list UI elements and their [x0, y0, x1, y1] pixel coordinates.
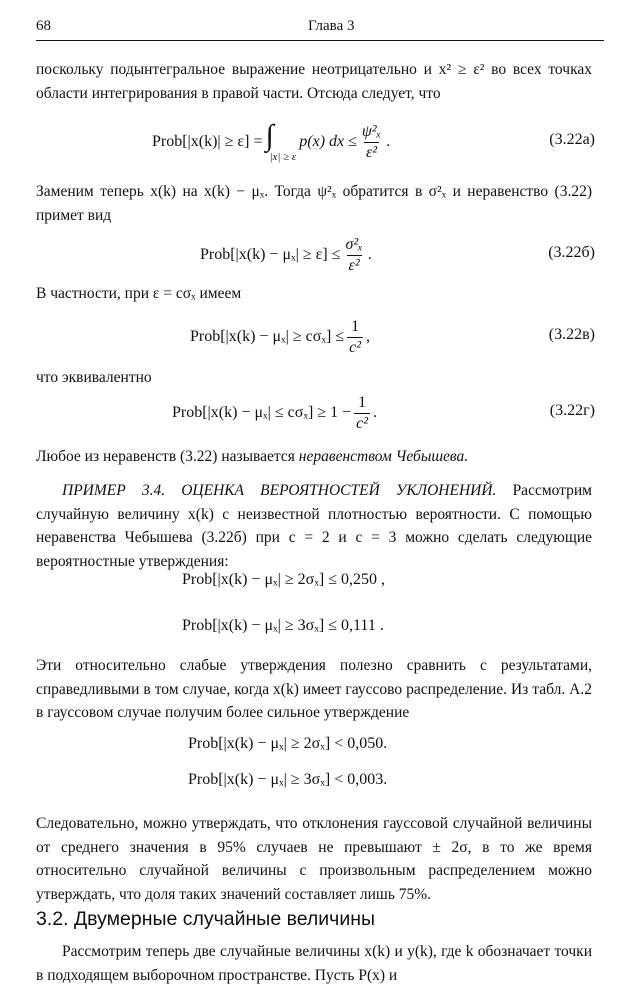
- running-header-chapter: Глава 3: [308, 18, 355, 34]
- integral-lower-limit: |x| ≥ ε: [269, 151, 297, 163]
- paragraph-7: Эти относительно слабые утверждения полезно сравнить с результатами, справедливыми в том случае, когда x(k) имеет гауссово распределение. Из табл. А.2 в гауссовом случае получим более сильное утверждение: [36, 657, 592, 721]
- paragraph-2: Заменим теперь x(k) на x(k) − μₓ. Тогда ψ²ₓ обратится в σ²ₓ и неравенство (3.22) примет вид: [36, 183, 592, 224]
- equation-number-3-22a: (3.22a): [549, 131, 595, 148]
- fraction-denominator: ε²: [348, 256, 360, 274]
- formula-3-22a-fraction: [360, 122, 383, 163]
- page-number: 68: [36, 18, 51, 34]
- example-3-4-text: Рассмотрим случайную величину x(k) с неизвестной плотностью вероятности. С помощью неравенства Чебышева (3.22б) при c = 2 и c = 3 можно сделать следующие вероятностные утверждения:: [36, 482, 592, 570]
- integral-sign: ∫ |x| ≥ ε: [265, 119, 297, 163]
- formula-gaussian-2: Prob[|x(k) − μₓ| ≥ 3σₓ] < 0,003.: [188, 771, 388, 788]
- formula-3-22a-lhs: Prob[|x(k)| ≥ ε] =: [152, 133, 263, 150]
- paragraph-1: поскольку подынтегральное выражение неотрицательно и x² ≥ ε² во всех точках области интегрирования в правой части. Отсюда следует, что: [36, 61, 592, 102]
- formula-3-22g-fraction: [354, 393, 370, 434]
- formula-3-22v-fraction: [347, 317, 363, 358]
- formula-3-22v: [190, 312, 370, 362]
- formula-3-22b-fraction: [343, 235, 364, 276]
- example-3-4: [36, 479, 592, 573]
- formula-3-22g: [172, 388, 377, 438]
- formula-example-2: Prob[|x(k) − μₓ| ≥ 3σₓ] ≤ 0,111 .: [182, 617, 384, 634]
- fraction-numerator: ψ²ₓ: [361, 122, 382, 140]
- formula-3-22v-tail: ,: [366, 328, 371, 345]
- paragraph-5-text: Любое из неравенств (3.22) называется: [36, 448, 299, 465]
- fraction-denominator: c²: [356, 414, 369, 432]
- equation-number-3-22g: (3.22г): [549, 402, 595, 419]
- formula-3-22a-tail: .: [386, 133, 391, 150]
- formula-gaussian-1: Prob[|x(k) − μₓ| ≥ 2σₓ] < 0,050.: [188, 735, 388, 752]
- equation-number-3-22b: (3.22б): [548, 244, 595, 261]
- formula-3-22g-lhs: Prob[|x(k) − μₓ| ≤ cσₓ] ≥ 1 −: [172, 404, 352, 421]
- fraction-denominator: ε²: [366, 143, 378, 161]
- paragraph-8: Следовательно, можно утверждать, что отклонения гауссовой случайной величины от среднего значения в 95% случаев не превышают ± 2σ, в то же время относительно случайной величины с произвольным распределением можно утверждать, что доля таких значений составляет лишь 75%.: [36, 815, 592, 903]
- paragraph-4: что эквивалентно: [36, 369, 152, 386]
- paragraph-5: [36, 445, 592, 469]
- fraction-numerator: 1: [351, 317, 360, 335]
- equation-number-3-22v: (3.22в): [548, 326, 595, 343]
- formula-3-22b: [200, 230, 372, 280]
- fraction-denominator: c²: [349, 338, 362, 356]
- fraction-numerator: σ²ₓ: [345, 235, 363, 253]
- example-3-4-title: ПРИМЕР 3.4. ОЦЕНКА ВЕРОЯТНОСТЕЙ УКЛОНЕНИЙ.: [62, 482, 497, 499]
- header-rule: [36, 40, 604, 41]
- term-chebyshev-inequality: неравенством Чебышева.: [298, 448, 469, 465]
- fraction-numerator: 1: [358, 393, 367, 411]
- paragraph-3: В частности, при ε = cσₓ имеем: [36, 285, 242, 302]
- section-heading-3-2: 3.2. Двумерные случайные величины: [36, 908, 376, 930]
- formula-3-22v-lhs: Prob[|x(k) − μₓ| ≥ cσₓ] ≤: [190, 328, 345, 345]
- formula-3-22a-integrand: p(x) dx ≤: [299, 133, 357, 150]
- paragraph-9: Рассмотрим теперь две случайные величины x(k) и y(k), где k обозначает точки в подходящем выборочном пространстве. Пусть P(x) и: [36, 943, 592, 984]
- formula-3-22b-lhs: Prob[|x(k) − μₓ| ≥ ε] ≤: [200, 246, 341, 263]
- formula-example-1: Prob[|x(k) − μₓ| ≥ 2σₓ] ≤ 0,250 ,: [182, 571, 386, 588]
- formula-3-22b-tail: .: [367, 246, 372, 263]
- formula-3-22a: [152, 114, 390, 170]
- formula-3-22g-tail: .: [373, 404, 378, 421]
